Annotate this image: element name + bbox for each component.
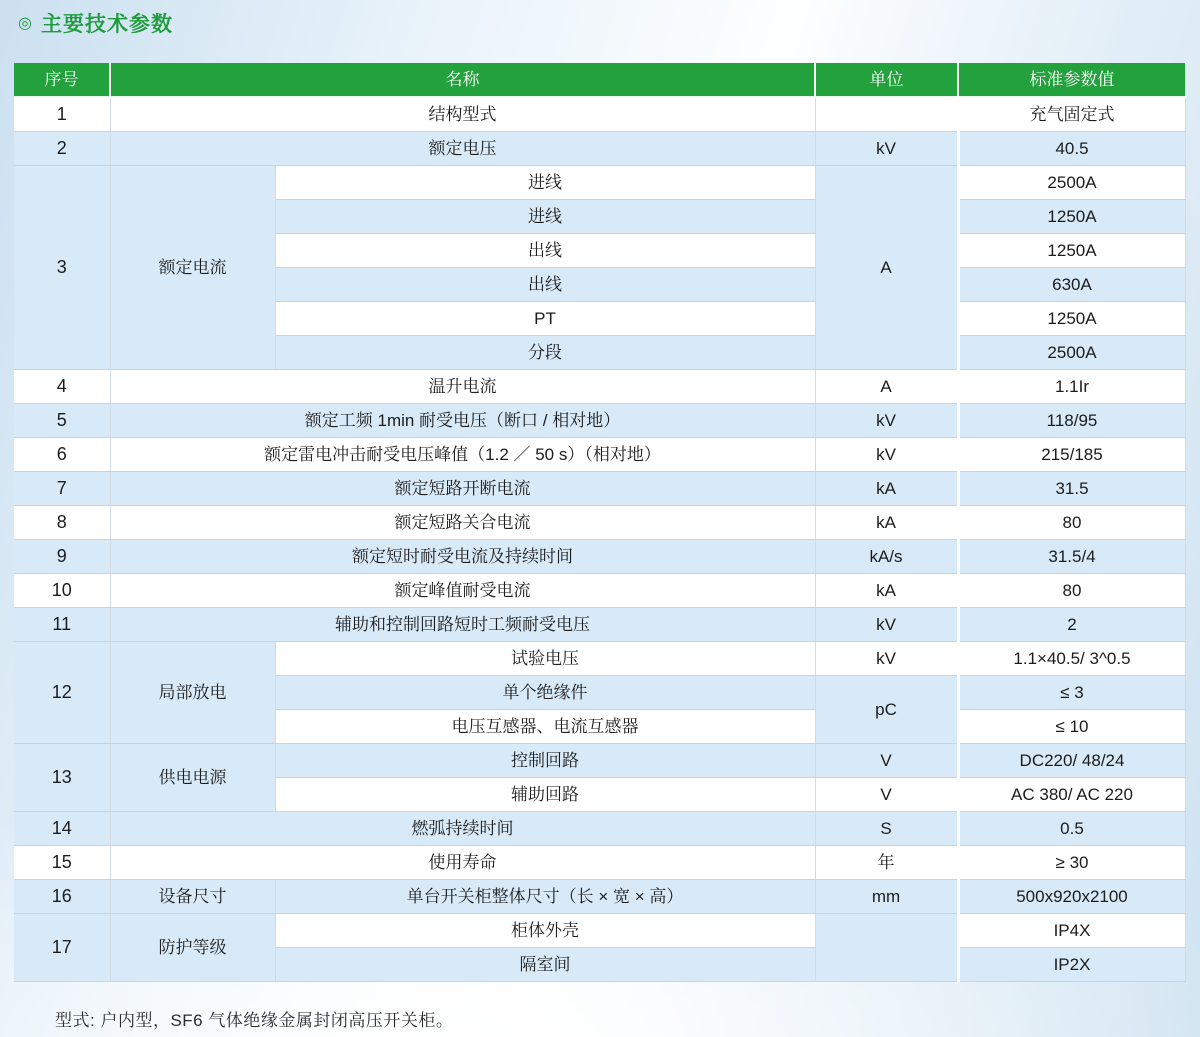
value-cell: 1250A [958, 302, 1185, 336]
param-name-cell: 使用寿命 [110, 846, 815, 880]
unit-cell [815, 97, 958, 132]
table-row [14, 370, 1185, 404]
table-row [14, 608, 1185, 642]
table-row [14, 574, 1185, 608]
row-number-cell: 6 [14, 438, 110, 472]
table-row [14, 166, 1185, 200]
value-cell: DC220/ 48/24 [958, 744, 1185, 778]
value-cell: ≥ 30 [958, 846, 1185, 880]
value-cell: 215/185 [958, 438, 1185, 472]
params-table-body [14, 97, 1185, 982]
unit-cell: kV [815, 132, 958, 166]
category-cell: 局部放电 [110, 642, 275, 744]
unit-cell: kV [815, 438, 958, 472]
sub-name-cell: 单台开关柜整体尺寸（长 × 宽 × 高） [275, 880, 815, 914]
value-cell: 80 [958, 574, 1185, 608]
category-cell: 防护等级 [110, 914, 275, 982]
page-title-text: 主要技术参数 [40, 13, 173, 36]
unit-cell: kV [815, 404, 958, 438]
table-row [14, 132, 1185, 166]
row-number-cell: 9 [14, 540, 110, 574]
double-circle-bullet-icon: ◎ [18, 15, 33, 32]
value-cell: 1.1Ir [958, 370, 1185, 404]
table-header [14, 63, 1185, 97]
unit-cell: pC [815, 676, 958, 744]
header-cell-value: 标准参数值 [958, 63, 1185, 97]
table-row [14, 438, 1185, 472]
unit-cell: 年 [815, 846, 958, 880]
unit-cell: kA [815, 472, 958, 506]
row-number-cell: 5 [14, 404, 110, 438]
sub-name-cell: 出线 [275, 234, 815, 268]
value-cell: 31.5/4 [958, 540, 1185, 574]
row-number-cell: 11 [14, 608, 110, 642]
category-cell: 额定电流 [110, 166, 275, 370]
unit-cell: mm [815, 880, 958, 914]
row-number-cell: 16 [14, 880, 110, 914]
value-cell: 31.5 [958, 472, 1185, 506]
table-row [14, 914, 1185, 948]
table-row [14, 540, 1185, 574]
header-cell-name: 名称 [110, 63, 815, 97]
value-cell: ≤ 10 [958, 710, 1185, 744]
sub-name-cell: 进线 [275, 166, 815, 200]
table-row [14, 472, 1185, 506]
sub-name-cell: PT [275, 302, 815, 336]
value-cell: ≤ 3 [958, 676, 1185, 710]
param-name-cell: 额定短路关合电流 [110, 506, 815, 540]
unit-cell: kA [815, 506, 958, 540]
sub-name-cell: 进线 [275, 200, 815, 234]
value-cell: AC 380/ AC 220 [958, 778, 1185, 812]
row-number-cell: 10 [14, 574, 110, 608]
value-cell: 2500A [958, 336, 1185, 370]
row-number-cell: 1 [14, 97, 110, 132]
row-number-cell: 14 [14, 812, 110, 846]
header-row [14, 63, 1185, 97]
value-cell: 80 [958, 506, 1185, 540]
sub-name-cell: 控制回路 [275, 744, 815, 778]
value-cell: 2500A [958, 166, 1185, 200]
category-cell: 供电电源 [110, 744, 275, 812]
unit-cell: V [815, 744, 958, 778]
sub-name-cell: 出线 [275, 268, 815, 302]
category-cell: 设备尺寸 [110, 880, 275, 914]
table-row [14, 846, 1185, 880]
parameters-table [14, 63, 1186, 982]
unit-cell: S [815, 812, 958, 846]
param-name-cell: 额定工频 1min 耐受电压（断口 / 相对地） [110, 404, 815, 438]
value-cell: IP4X [958, 914, 1185, 948]
value-cell: 1250A [958, 200, 1185, 234]
value-cell: 118/95 [958, 404, 1185, 438]
row-number-cell: 15 [14, 846, 110, 880]
unit-cell: kA/s [815, 540, 958, 574]
table-row [14, 404, 1185, 438]
value-cell: 2 [958, 608, 1185, 642]
type-footnote: 型式: 户内型，SF6 气体绝缘金属封闭高压开关柜。 [55, 1011, 454, 1030]
sub-name-cell: 隔室间 [275, 948, 815, 982]
table-row [14, 642, 1185, 676]
unit-cell [815, 914, 958, 982]
sub-name-cell: 单个绝缘件 [275, 676, 815, 710]
value-cell: 充气固定式 [958, 97, 1185, 132]
row-number-cell: 7 [14, 472, 110, 506]
table-row [14, 506, 1185, 540]
row-number-cell: 8 [14, 506, 110, 540]
header-cell-unit: 单位 [815, 63, 958, 97]
unit-cell: kV [815, 642, 958, 676]
table-row [14, 880, 1185, 914]
value-cell: 40.5 [958, 132, 1185, 166]
sub-name-cell: 分段 [275, 336, 815, 370]
sub-name-cell: 试验电压 [275, 642, 815, 676]
row-number-cell: 12 [14, 642, 110, 744]
row-number-cell: 2 [14, 132, 110, 166]
value-cell: 630A [958, 268, 1185, 302]
header-cell-index: 序号 [14, 63, 110, 97]
sub-name-cell: 柜体外壳 [275, 914, 815, 948]
param-name-cell: 额定峰值耐受电流 [110, 574, 815, 608]
param-name-cell: 额定电压 [110, 132, 815, 166]
unit-cell: kA [815, 574, 958, 608]
param-name-cell: 额定雷电冲击耐受电压峰值（1.2 ／ 50 s）（相对地） [110, 438, 815, 472]
row-number-cell: 17 [14, 914, 110, 982]
value-cell: 500x920x2100 [958, 880, 1185, 914]
param-name-cell: 燃弧持续时间 [110, 812, 815, 846]
unit-cell: V [815, 778, 958, 812]
param-name-cell: 额定短时耐受电流及持续时间 [110, 540, 815, 574]
table-row [14, 97, 1185, 132]
unit-cell: A [815, 370, 958, 404]
param-name-cell: 温升电流 [110, 370, 815, 404]
table-row [14, 744, 1185, 778]
unit-cell: kV [815, 608, 958, 642]
page-title [18, 8, 173, 38]
param-name-cell: 结构型式 [110, 97, 815, 132]
unit-cell: A [815, 166, 958, 370]
value-cell: 1.1×40.5/ 3^0.5 [958, 642, 1185, 676]
sub-name-cell: 辅助回路 [275, 778, 815, 812]
sub-name-cell: 电压互感器、电流互感器 [275, 710, 815, 744]
param-name-cell: 辅助和控制回路短时工频耐受电压 [110, 608, 815, 642]
value-cell: 0.5 [958, 812, 1185, 846]
row-number-cell: 4 [14, 370, 110, 404]
row-number-cell: 13 [14, 744, 110, 812]
value-cell: IP2X [958, 948, 1185, 982]
param-name-cell: 额定短路开断电流 [110, 472, 815, 506]
table-row [14, 812, 1185, 846]
row-number-cell: 3 [14, 166, 110, 370]
value-cell: 1250A [958, 234, 1185, 268]
